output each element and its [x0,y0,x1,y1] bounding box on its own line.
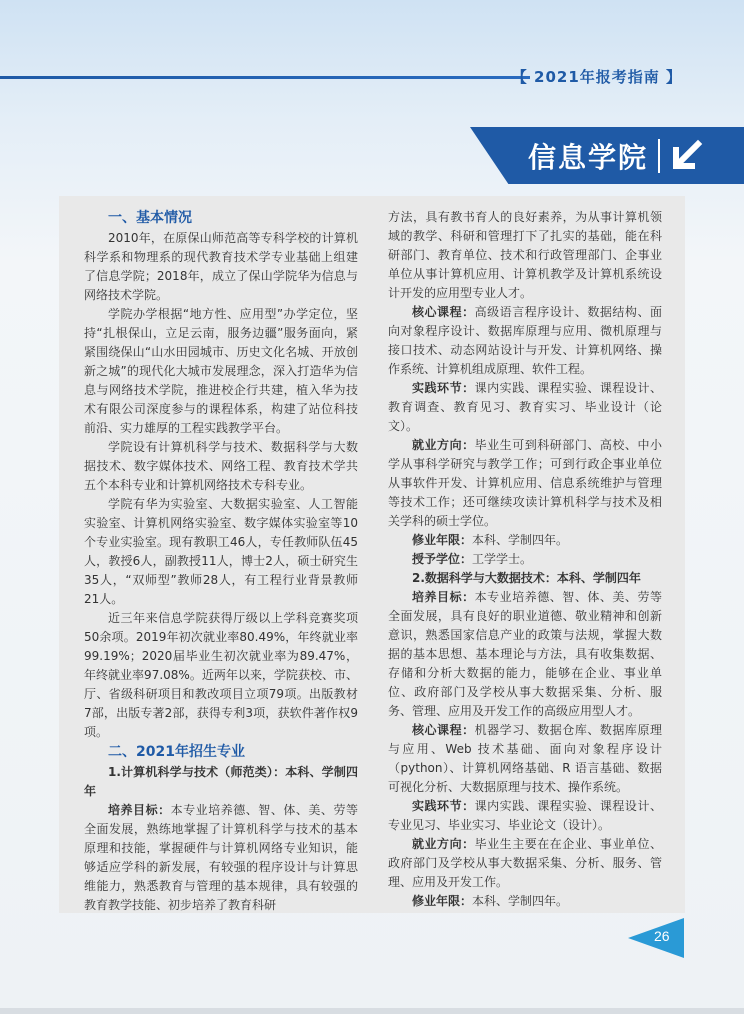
arrow-down-left-icon [666,136,706,176]
major-heading: 1.计算机科学与技术（师范类）：本科、学制四年 [84,765,358,798]
text: 高级语言程序设计、数据结构、面向对象程序设计、数据库原理与应用、微机原理与接口技术、动态网站设计与开发、计算机网络、操作系统、计算机组成原理、软件工程。 [388,305,662,376]
text: 本专业培养德、智、体、美、劳等全面发展，熟练地掌握了计算机科学与技术的基本原理和技能，掌握硬件与计算机网络专业知识，能够适应学科的新发展，有较强的程序设计与计算思维能力，熟悉教育与管理的基本规律，具有较强的教育教学技能、初步培养了教育科研 [84,803,358,912]
paragraph [388,797,662,835]
header-rule [0,76,530,79]
paragraph [388,550,662,569]
paragraph [84,801,358,915]
page-number: 26 [654,928,670,944]
paragraph [388,303,662,379]
major-heading: 2.数据科学与大数据技术：本科、学制四年 [412,571,641,585]
text: 工学学士。 [472,552,533,566]
label: 修业年限： [412,533,473,547]
label: 核心课程： [412,723,475,737]
text: 毕业生可到科研部门、高校、中小学从事科学研究与教学工作；可到行政企事业单位从事软件开发、计算机应用、信息系统维护与管理等技术工作；还可继续攻读计算机科学与技术及相关学科的硕士学位。 [388,438,662,528]
paragraph [388,721,662,797]
label: 授予学位： [412,552,473,566]
section-title-basic: 一、基本情况 [108,210,192,226]
paragraph [388,436,662,531]
label: 实践环节： [412,381,475,395]
guide-title: 【 2021年报考指南 】 [511,68,682,86]
section-title-majors: 二、2021年招生专业 [108,744,245,760]
label: 培养目标： [108,803,171,817]
paragraph: 学院办学根据“地方性、应用型”办学定位，坚持“扎根保山，立足云南，服务边疆”服务面向，紧紧围绕保山“山水田园城市、历史文化名城、开放创新之城”的现代化大城市发展理念，深入打造华为信息与网络技术学院，推进校企行共建，植入华为技术有限公司深度参与的课程体系，构建了站位科技前沿、实力雄厚的工程实践教学平台。 [84,307,358,435]
paragraph: 2010年，在原保山师范高等专科学校的计算机科学系和物理系的现代教育技术学专业基础上组建了信息学院；2018年，成立了保山学院华为信息与网络技术学院。 [84,231,358,302]
text: 本专业培养德、智、体、美、劳等全面发展，具有良好的职业道德、敬业精神和创新意识，熟悉国家信息产业的政策与法规，掌握大数据的基本思想、基本理论与方法，具有收集数据、存储和分析大数据的能力，能够在企业、事业单位、政府部门及学校从事大数据采集、分析、服务、管理、应用及开发工作的高级应用型人才。 [388,590,662,718]
banner-divider [658,139,660,173]
label: 就业方向： [412,837,475,851]
label: 培养目标： [412,590,475,604]
text: 毕业生主要在在企业、事业单位、政府部门及学校从事大数据采集、分析、服务、管理、应用及开发工作。 [388,837,662,889]
label: 实践环节： [412,799,475,813]
footer-bar [0,1008,744,1014]
paragraph [388,588,662,721]
college-title: 信息学院 [528,141,649,174]
article-panel [59,196,685,913]
paragraph [388,531,662,550]
text: 机器学习、数据仓库、数据库原理与应用、Web 技术基础、面向对象程序设计（python）、计算机网络基础、R 语言基础、数据可视化分析、大数据原理与技术、操作系统。 [388,723,662,794]
right-column [388,208,662,911]
paragraph: 学院有华为实验室、大数据实验室、人工智能实验室、计算机网络实验室、数字媒体实验室等10个专业实验室。现有教职工46人，专任教师队伍45人，教授6人，副教授11人，博士2人，硕士研究生35人，“双师型”教师28人，有工程行业背景教师21人。 [84,497,358,606]
paragraph [388,892,662,911]
text: 本科、学制四年。 [472,894,569,908]
label: 就业方向： [412,438,475,452]
paragraph [388,835,662,892]
text: 本科、学制四年。 [472,533,569,547]
label: 核心课程： [412,305,475,319]
text: 课内实践、课程实验、课程设计、专业见习、毕业实习、毕业论文（设计）。 [388,799,662,832]
paragraph [388,379,662,436]
paragraph: 近三年来信息学院获得厅级以上学科竞赛奖项50余项。2019年初次就业率80.49%，年终就业率99.19%；2020届毕业生初次就业率为89.47%，年终就业率97.08%。近两年以来，学院获校、市、厅、省级科研项目和教改项目立项79项。出版教材7部，出版专著2部，获得专利3项，获软件著作权9项。 [84,611,358,739]
left-column [84,208,358,915]
paragraph: 学院设有计算机科学与技术、数据科学与大数据技术、数字媒体技术、网络工程、教育技术学共五个本科专业和计算机网络技术专科专业。 [84,440,358,492]
text: 课内实践、课程实验、课程设计、教育调查、教育见习、教育实习、毕业设计（论文）。 [388,381,662,433]
paragraph: 方法，具有教书育人的良好素养，为从事计算机领域的教学、科研和管理打下了扎实的基础，能在科研部门、教育单位、技术和行政管理部门、企事业单位从事计算机应用、计算机教学及计算机系统设计开发的应用型专业人才。 [388,210,662,300]
label: 修业年限： [412,894,473,908]
